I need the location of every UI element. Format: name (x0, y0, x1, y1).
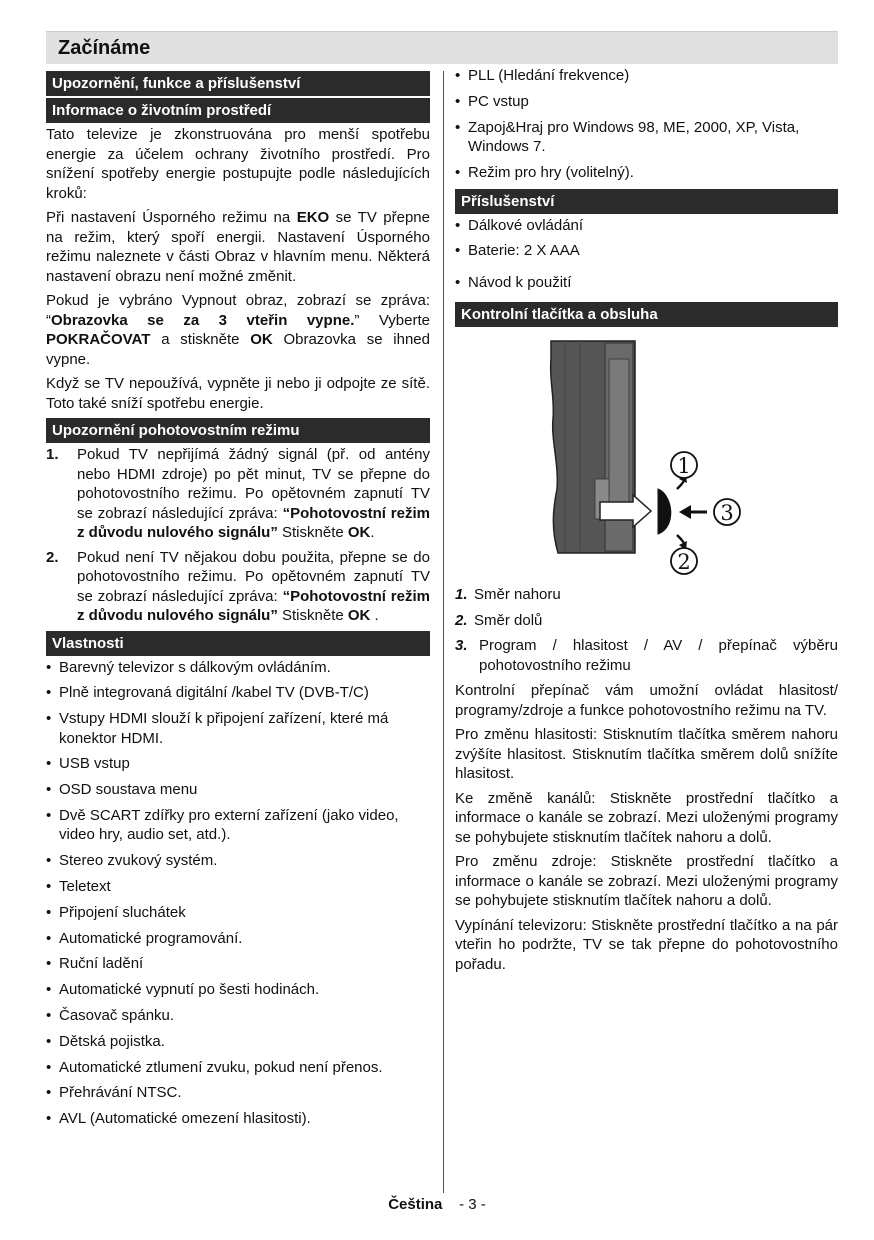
controls-paragraph-channels: Ke změně kanálů: Stiskněte prostřední tlačítko a informace o kanále se zobrazí. Mezi uloženými programy se pohybujete stisknutím tlačítek nahoru a dolů. (455, 789, 838, 846)
diagram-label-2: 2 (677, 550, 691, 575)
section-header-environment: Informace o životním prostředí (46, 98, 430, 123)
list-item: • Vstupy HDMI slouží k připojení zařízení, které má konektor HDMI. (46, 709, 430, 748)
list-item: • Ruční ladění (46, 954, 430, 974)
standby-list (46, 445, 430, 626)
list-item: • AVL (Automatické omezení hlasitosti). (46, 1109, 430, 1129)
list-item: • Připojení sluchátek (46, 903, 430, 923)
control-item-3: 3. Program / hlasitost / AV / přepínač výběru pohotovostního režimu (455, 637, 838, 674)
list-item: • Návod k použití (455, 273, 838, 293)
list-item: • Časovač spánku. (46, 1006, 430, 1026)
control-item-2: 2. Směr dolů (455, 611, 543, 629)
footer-language: Čeština (388, 1196, 443, 1213)
page-number: - 3 - (459, 1196, 486, 1213)
list-item: • Režim pro hry (volitelný). (455, 163, 838, 183)
list-item: • Automatické vypnutí po šesti hodinách. (46, 980, 430, 1000)
list-item: • Přehrávání NTSC. (46, 1083, 430, 1103)
env-paragraph-2: Při nastavení Úsporného režimu na EKO se TV přepne na režim, který spoří energii. Nastavení Úsporného režimu naleznete v části Obraz v hlavním menu. Některá nastavení obrazu není možné změnit. (46, 209, 430, 285)
column-divider (443, 71, 444, 1193)
page-title-bar (46, 31, 838, 64)
list-item: • PLL (Hledání frekvence) (455, 66, 838, 86)
controls-paragraph-source: Pro změnu zdroje: Stiskněte prostřední tlačítko a informace o kanále se zobrazí. Mezi uloženými programy se pohybujete stisknutím tlačítek nahoru a dolů. (455, 853, 838, 910)
controls-paragraph-power: Vypínání televizoru: Stiskněte prostřední tlačítko a na pár vteřin ho podržte, TV se tak přepne do pohotovostního pořadu. (455, 916, 838, 973)
standby-item-2: 2. Pokud není TV nějakou dobu použita, přepne se do pohotovostního režimu. Po opětovném zapnutí TV se zobrazí následující zpráva: “Pohotovostní režim z důvodu nulového signálu” Stiskněte OK . (46, 548, 430, 624)
list-item: • Automatické programování. (46, 929, 430, 949)
diagram-label-1: 1 (677, 454, 691, 479)
control-item-1: 1. Směr nahoru (455, 586, 561, 604)
env-paragraph-3: Pokud je vybráno Vypnout obraz, zobrazí se zpráva: “Obrazovka se za 3 vteřin vypne.” Vyberte POKRAČOVAT a stiskněte OK Obrazovka se ihned vypne. (46, 292, 430, 368)
section-header-notices: Upozornění, funkce a příslušenství (46, 71, 430, 96)
tv-control-illustration (455, 339, 838, 577)
page-footer (0, 1196, 874, 1213)
accessories-list (455, 216, 838, 293)
section-header-standby: Upozornění pohotovostním režimu (46, 418, 430, 443)
features-list (46, 658, 430, 1129)
list-item: • Dvě SCART zdířky pro externí zařízení (jako video, video hry, audio set, atd.). (46, 806, 430, 845)
list-item: • Plně integrovaná digitální /kabel TV (DVB-T/C) (46, 683, 430, 703)
env-paragraph-1: Tato televize je zkonstruována pro menší spotřebu energie za účelem ochrany životního prostředí. Pro snížení spotřeby energie postupujte podle následujících kroků: (46, 126, 430, 202)
list-item: • Baterie: 2 X AAA (455, 241, 838, 261)
list-item: • Dětská pojistka. (46, 1032, 430, 1052)
page-title: Začínáme (58, 37, 151, 59)
diagram-label-3: 3 (720, 501, 734, 526)
control-items-list (455, 585, 838, 675)
list-item: • Dálkové ovládání (455, 216, 838, 236)
list-item: • Automatické ztlumení zvuku, pokud není přenos. (46, 1058, 430, 1078)
list-item: • PC vstup (455, 92, 838, 112)
list-item: • Teletext (46, 877, 430, 897)
left-column (46, 71, 430, 1135)
section-header-accessories: Příslušenství (455, 189, 838, 214)
list-item: • Zapoj&Hraj pro Windows 98, ME, 2000, XP, Vista, Windows 7. (455, 118, 838, 157)
controls-paragraph-volume: Pro změnu hlasitosti: Stisknutím tlačítka směrem nahoru zvýšíte hlasitost. Stisknutím tlačítka směrem dolů snížíte hlasitost. (455, 726, 838, 783)
section-header-controls: Kontrolní tlačítka a obsluha (455, 302, 838, 327)
controls-paragraph-1: Kontrolní přepínač vám umožní ovládat hlasitost/ programy/zdroje a funkce pohotovostního režimu na TV. (455, 682, 838, 719)
list-item: • Stereo zvukový systém. (46, 851, 430, 871)
env-paragraph-4: Když se TV nepoužívá, vypněte ji nebo ji odpojte ze sítě. Toto také sníží spotřebu energie. (46, 375, 430, 412)
tv-side-diagram (455, 339, 838, 577)
section-header-features: Vlastnosti (46, 631, 430, 656)
list-item: • OSD soustava menu (46, 780, 430, 800)
list-item: • USB vstup (46, 754, 430, 774)
right-column (455, 66, 838, 979)
standby-item-1: 1. Pokud TV nepřijímá žádný signál (př. od antény nebo HDMI zdroje) po pět minut, TV se přepne do pohotovostního režimu. Po opětovném zapnutí TV se zobrazí následující zpráva: “Pohotovostní režim z důvodu nulového signálu” Stiskněte OK. (46, 446, 430, 541)
list-item: • Barevný televizor s dálkovým ovládáním. (46, 658, 430, 678)
features-list-continued (455, 66, 838, 182)
